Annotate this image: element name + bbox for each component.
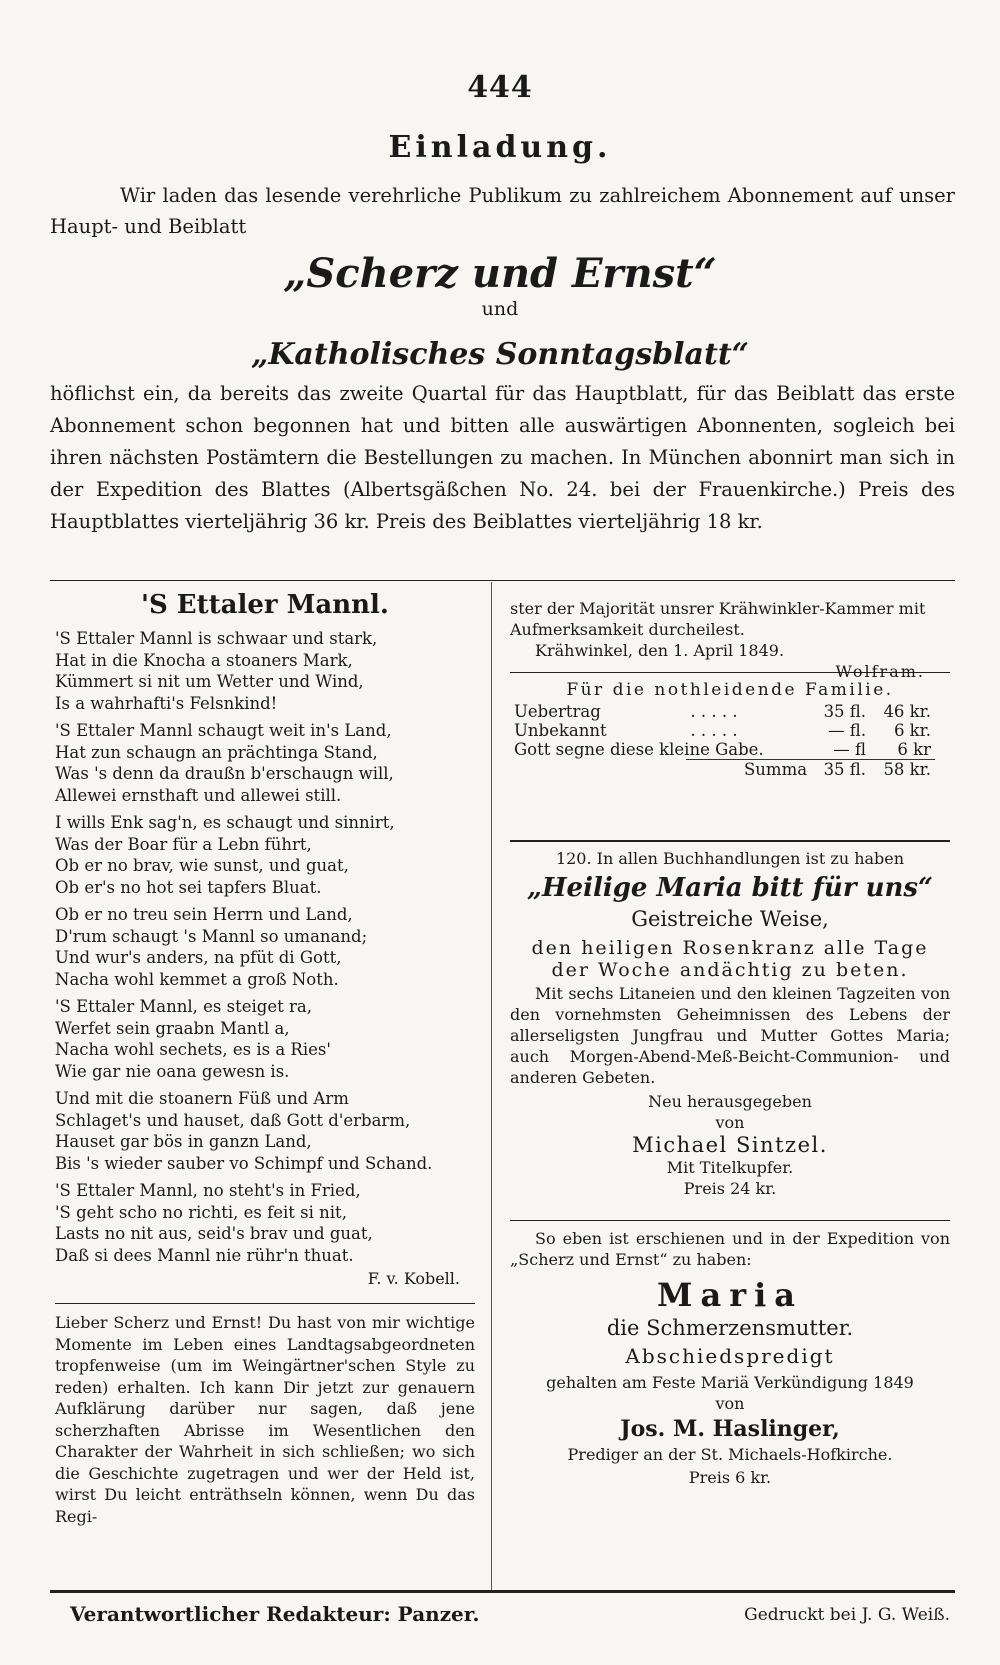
- family-heading: Für die nothleidende Familie.: [566, 680, 894, 700]
- donation-row: [510, 740, 935, 760]
- donation-row: [510, 721, 935, 740]
- poem-line: Allewei ernsthaft und allewei still.: [55, 785, 342, 805]
- book-ad-maria-schmerzensmutter: [510, 1228, 950, 1488]
- letter-signature: Wolfram.: [835, 662, 925, 681]
- title-scherz-und-ernst: „Scherz und Ernst“: [283, 250, 717, 297]
- family-donations: [510, 680, 950, 779]
- poem-line: Was 's denn da draußn b'erschaugn will,: [55, 764, 394, 783]
- poem-line: Hat zun schaugn an prächtinga Stand,: [55, 742, 378, 762]
- letter-divider: [55, 1303, 475, 1304]
- poem-line: D'rum schaugt 's Mannl so umanand;: [55, 926, 368, 946]
- poem-line: Ob er no brav, wie sunst, und guat,: [55, 856, 349, 875]
- donations-table: [510, 702, 935, 779]
- poem-title: 'S Ettaler Mannl.: [140, 590, 389, 620]
- poem-line: 'S Ettaler Mannl is schwaar und stark,: [55, 629, 378, 648]
- title-sonntagsblatt: „Katholisches Sonntagsblatt“: [251, 337, 749, 372]
- poem-line: Daß si dees Mannl nie rühr'n thuat.: [55, 1245, 354, 1265]
- poem-stanza: [55, 904, 475, 990]
- ad2-title: Maria: [657, 1276, 803, 1314]
- ad2-subtitle: die Schmerzensmutter.: [606, 1316, 854, 1340]
- donation-kr: 6 kr: [897, 740, 931, 759]
- donation-kr: 46 kr.: [883, 702, 931, 721]
- poem-line: I wills Enk sag'n, es schaugt und sinnirt,: [55, 813, 395, 832]
- poem-author: F. v. Kobell.: [367, 1269, 460, 1288]
- ad2-author: Jos. M. Haslinger,: [620, 1416, 840, 1442]
- ad-edited: Neu herausgegeben: [648, 1092, 812, 1111]
- ad2-divider: [510, 1220, 950, 1221]
- donation-fl: 35 fl.: [823, 702, 867, 721]
- donation-total-row: [510, 760, 935, 780]
- page-number: 444: [467, 70, 533, 105]
- ad-title: „Heilige Maria bitt für uns“: [527, 873, 933, 903]
- poem-line: Was der Boar für a Lebn führt,: [55, 834, 312, 854]
- ad2-intro: So eben ist erschienen und in der Expedition von „Scherz und Ernst“ zu haben:: [510, 1229, 950, 1269]
- donation-label: Uebertrag: [514, 702, 601, 721]
- total-label: Summa: [686, 760, 811, 780]
- poem-stanza: [55, 1180, 475, 1266]
- donation-label: Unbekannt: [514, 721, 607, 740]
- ad-editor: Michael Sintzel.: [632, 1133, 828, 1157]
- ad-divider: [510, 840, 950, 842]
- place-date: Krähwinkel, den 1. April 1849.: [535, 641, 785, 660]
- poem-line: Werfet sein graabn Mantl a,: [55, 1018, 290, 1038]
- poem-line: Ob er no treu sein Herrn und Land,: [55, 905, 353, 924]
- ad-line: der Woche andächtig zu beten.: [551, 959, 909, 981]
- poem-stanza: [55, 812, 475, 898]
- poem-line: Bis 's wieder sauber vo Schimpf und Schand.: [55, 1153, 433, 1173]
- column-divider: [491, 582, 492, 1590]
- poem-stanza: [55, 1088, 475, 1174]
- total-fl: 35 fl.: [811, 760, 870, 780]
- ad-price: Preis 24 kr.: [683, 1179, 777, 1198]
- donation-kr: 6 kr.: [893, 721, 931, 740]
- poem-line: Nacha wohl kemmet a groß Noth.: [55, 969, 339, 989]
- ad2-by: von: [715, 1394, 745, 1413]
- ad-line: den heiligen Rosenkranz alle Tage: [531, 937, 929, 959]
- donation-row: [510, 702, 935, 721]
- invitation-body: höflichst ein, da bereits das zweite Quartal für das Hauptblatt, für das Beiblatt das erste Abonnement schon begonnen hat und bitten alle auswärtigen Abonnenten, sogleich bei ihren nächsten Postämtern die Bestellungen zu machen. In München abonnirt man sich in der Expedition des Blattes (Albertsgäßchen No. 24. bei der Frauenkirche.) Preis des Hauptblattes vierteljährig 36 kr. Preis des Beiblattes vierteljährig 18 kr.: [50, 382, 955, 533]
- ad-description: Mit sechs Litaneien und den kleinen Tagzeiten von den vornehmsten Geheimnissen des Lebens der allerseligsten Jungfrau und Mutter Gottes Maria; auch Morgen-Abend-Meß-Beicht-Communion- und anderen Gebeten.: [510, 984, 950, 1087]
- invitation-heading: Einladung.: [388, 130, 612, 165]
- poem-line: Ob er's no hot sei tapfers Bluat.: [55, 877, 322, 897]
- poem-line: 'S Ettaler Mannl, no steht's in Fried,: [55, 1181, 361, 1200]
- donation-fl: — fl.: [828, 721, 867, 740]
- letter-continuation: [510, 598, 950, 682]
- family-divider: [510, 672, 950, 673]
- poem-line: Schlaget's und hauset, daß Gott d'erbarm,: [55, 1110, 411, 1130]
- poem-line: 'S Ettaler Mannl, es steiget ra,: [55, 997, 312, 1016]
- poem-line: Und wur's anders, na pfüt di Gott,: [55, 948, 342, 967]
- poem-line: 'S Ettaler Mannl schaugt weit in's Land,: [55, 721, 392, 740]
- poem-line: Hat in die Knocha a stoaners Mark,: [55, 650, 353, 670]
- title-and: und: [481, 298, 519, 320]
- poem-line: Lasts no nit aus, seid's brav und guat,: [55, 1224, 373, 1243]
- donation-fl: — fl: [833, 740, 867, 759]
- ad-intro: 120. In allen Buchhandlungen ist zu haben: [555, 849, 905, 868]
- donation-dots: . . . . .: [690, 721, 738, 740]
- total-kr: 58 kr.: [870, 760, 935, 780]
- ad-by: von: [715, 1113, 745, 1132]
- invitation-intro: Wir laden das lesende verehrliche Publikum zu zahlreichem Abonnement auf unser Haupt- und Beiblatt: [50, 184, 955, 238]
- footer-rule: [50, 1590, 955, 1593]
- section-divider: [50, 580, 955, 581]
- donation-dots: . . . . .: [690, 702, 738, 721]
- poem-stanza: [55, 628, 475, 714]
- poem-line: Hauset gar bös in ganzn Land,: [55, 1132, 312, 1151]
- ad-subtitle: Geistreiche Weise,: [631, 907, 829, 931]
- poem-stanza: [55, 720, 475, 806]
- poem-line: Wie gar nie oana gewesn is.: [55, 1061, 290, 1081]
- donation-label: Gott segne diese kleine Gabe.: [514, 740, 764, 759]
- continuation-text: ster der Majorität unsrer Krähwinkler-Kammer mit Aufmerksamkeit durcheilest.: [510, 599, 926, 639]
- footer-printer: Gedruckt bei J. G. Weiß.: [744, 1605, 950, 1625]
- ad2-price: Preis 6 kr.: [688, 1468, 772, 1487]
- ad2-occasion: gehalten am Feste Mariä Verkündigung 1849: [546, 1373, 914, 1392]
- book-ad-heilige-maria: [510, 848, 950, 1199]
- poem-line: Und mit die stoanern Füß und Arm: [55, 1089, 349, 1108]
- poem-line: 'S geht scho no richti, es feit si nit,: [55, 1202, 347, 1222]
- poem-line: Kümmert si nit um Wetter und Wind,: [55, 672, 364, 691]
- letter-to-editor: Lieber Scherz und Ernst! Du hast von mir wichtige Momente im Leben eines Landtagsabgeordneten tropfenweise (um im Weingärtner'schen Style zu reden) erhalten. Ich kann Dir jetzt zur genauern Aufklärung darüber nur sagen, daß jene scherzhaften Abrisse im Wesentlichen den Charakter der Wahrheit in sich schließen; wo sich die Geschichte zugetragen und wer der Held ist, wirst Du leicht enträthseln können, wenn Du das Regi-: [55, 1313, 475, 1526]
- ad2-role: Prediger an der St. Michaels-Hofkirche.: [567, 1445, 893, 1464]
- poem-stanza: [55, 996, 475, 1082]
- footer-editor: Verantwortlicher Redakteur: Panzer.: [70, 1602, 480, 1626]
- poem-line: Is a wahrhafti's Felsnkind!: [55, 693, 278, 713]
- ad2-type: Abschiedspredigt: [625, 1344, 835, 1368]
- ad-extra: Mit Titelkupfer.: [666, 1158, 794, 1177]
- poem-line: Nacha wohl sechets, es is a Ries': [55, 1040, 331, 1059]
- poem: [55, 590, 475, 1288]
